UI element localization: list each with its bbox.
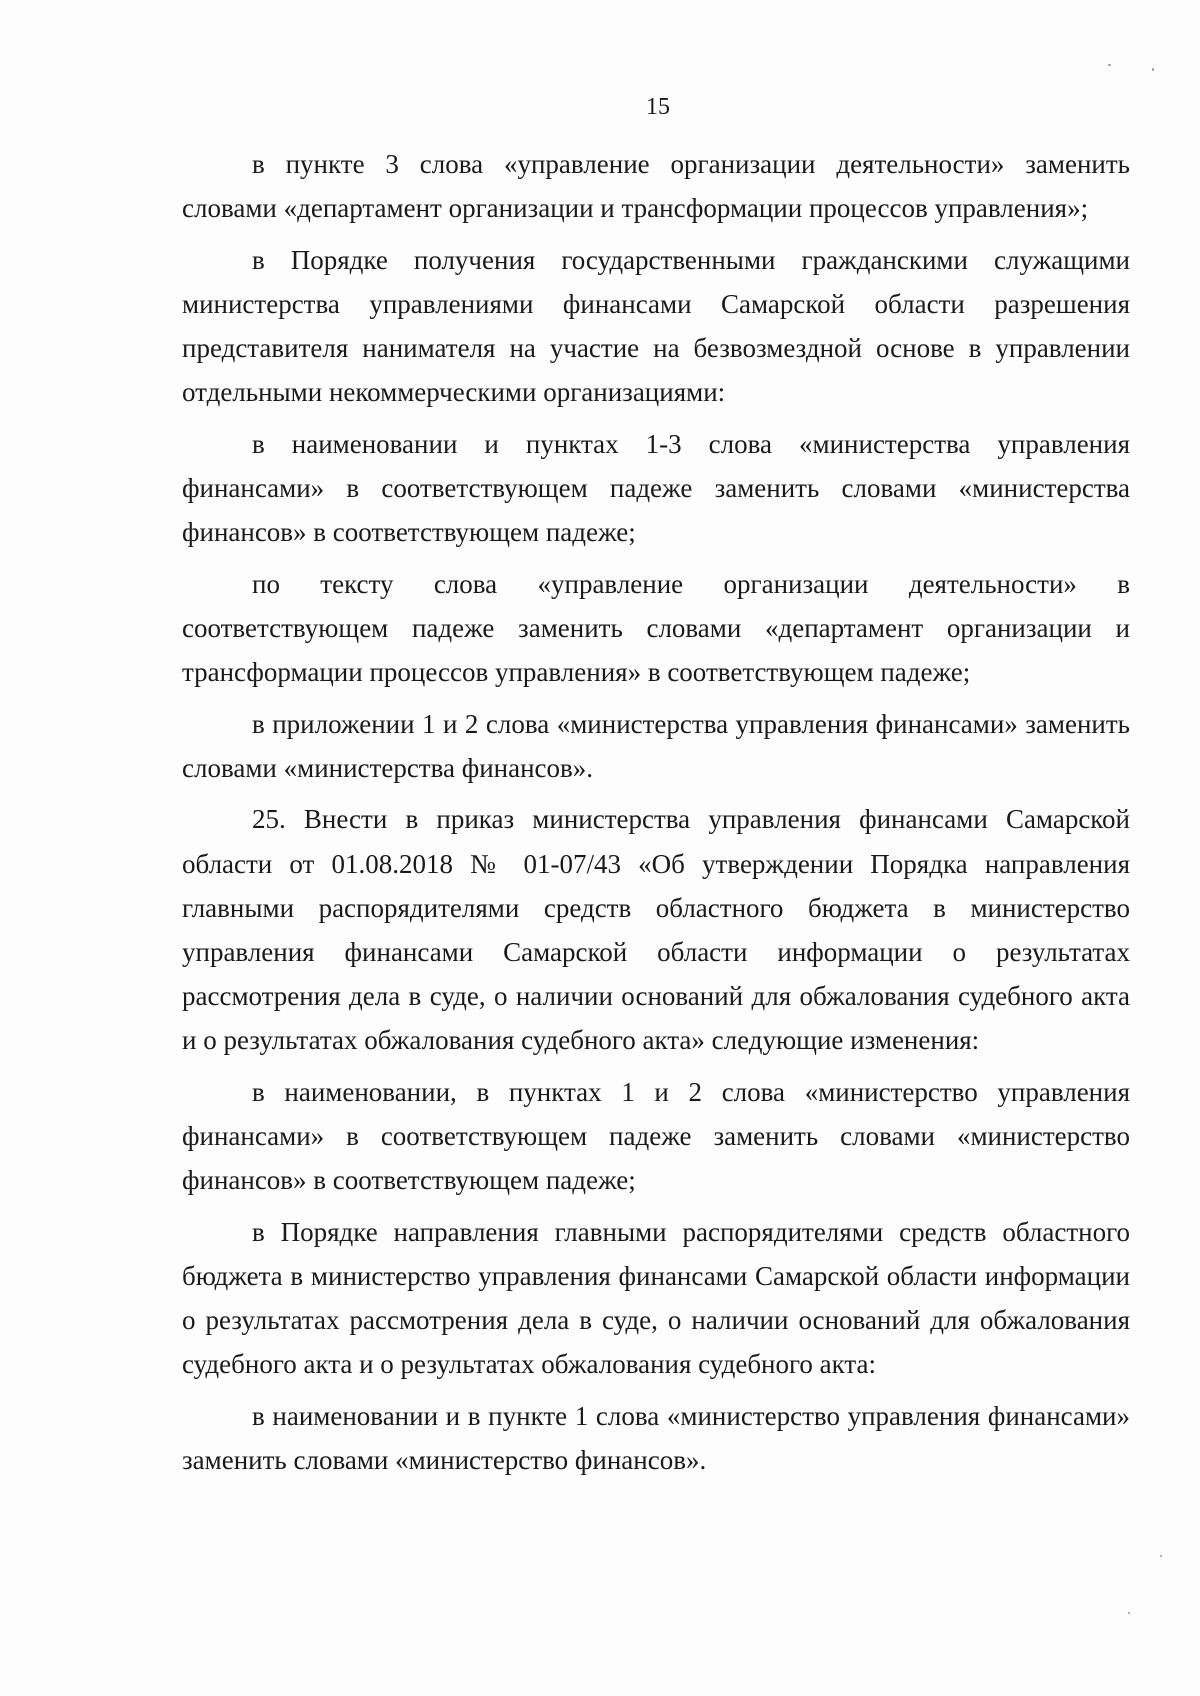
paragraph-7: в наименовании, в пунктах 1 и 2 слова «министерство управления финансами» в соответствующем падеже заменить словами «министерство финансов» в соответствующем падеже; (182, 1076, 1130, 1196)
paragraph-1: в пункте 3 слова «управление организации деятельности» заменить словами «департамент организации и трансформации процессов управления»; (182, 149, 1130, 224)
scan-speck (1152, 68, 1154, 71)
paragraph-8: в Порядке направления главными распорядителями средств областного бюджета в министерство управления финансами Самарской области информации о результатах рассмотрения дела в суде, о наличии оснований для обжалования судебного акта и о результатах обжалования судебного акта: (182, 1216, 1130, 1380)
paragraph-2: в Порядке получения государственными гражданскими служащими министерства управлениями финансами Самарской области разрешения представителя нанимателя на участие на безвозмездной основе в управлении отдельными некоммерческими организациями: (182, 244, 1130, 408)
scan-speck (1160, 1555, 1162, 1557)
page-number: 15 (646, 94, 670, 120)
document-body (182, 142, 1130, 1490)
paragraph-9: в наименовании и в пункте 1 слова «министерство управления финансами» заменить словами «министерство финансов». (182, 1400, 1130, 1476)
paragraph-6-item-25: 25. Внести в приказ министерства управления финансами Самарской области от 01.08.2018 № 01-07/43 «Об утверждении Порядка направления главными распорядителями средств областного бюджета в министерство управления финансами Самарской области информации о результатах рассмотрения дела в суде, о наличии оснований для обжалования судебного акта и о результатах обжалования судебного акта» следующие изменения: (182, 804, 1130, 1056)
paragraph-3: в наименовании и пунктах 1-3 слова «министерства управления финансами» в соответствующем падеже заменить словами «министерства финансов» в соответствующем падеже; (182, 428, 1130, 548)
paragraph-5: в приложении 1 и 2 слова «министерства управления финансами» заменить словами «министерства финансов». (182, 708, 1130, 783)
paragraph-4: по тексту слова «управление организации деятельности» в соответствующем падеже заменить словами «департамент организации и трансформации процессов управления» в соответствующем падеже; (182, 568, 1130, 688)
scan-speck (1128, 1612, 1130, 1614)
scan-speck (1108, 64, 1111, 66)
